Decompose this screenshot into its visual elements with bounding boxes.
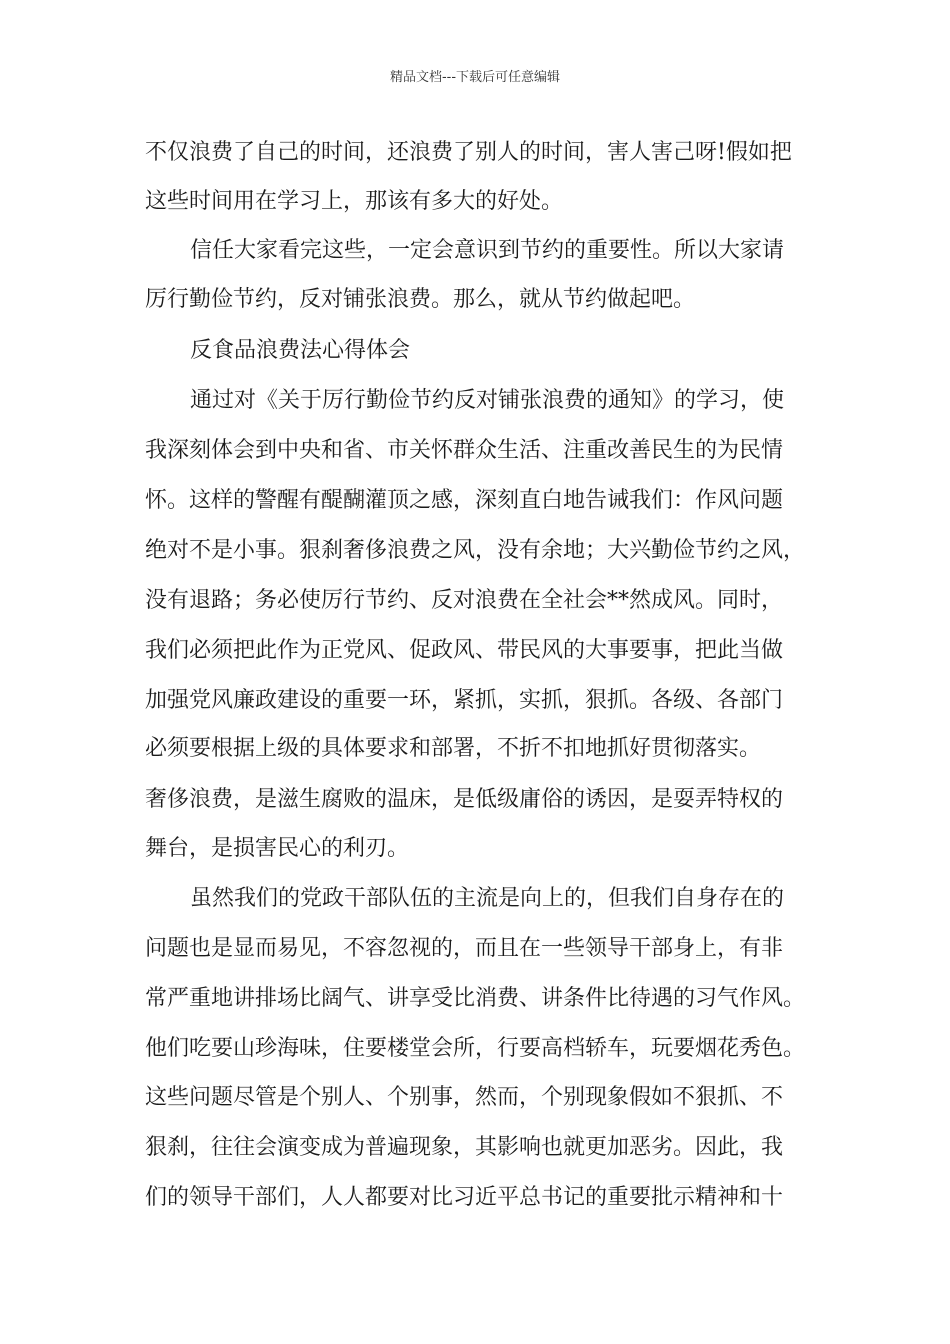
text-line: 问题也是显而易见，不容忽视的，而且在一些领导干部身上，有非 — [145, 936, 784, 961]
text-line: 奢侈浪费，是滋生腐败的温床，是低级庸俗的诱因，是耍弄特权的 — [145, 787, 784, 812]
text-line: 信任大家看完这些，一定会意识到节约的重要性。所以大家请 — [190, 238, 785, 263]
text-line: 舞台，是损害民心的利刃。 — [145, 836, 410, 861]
text-line: 这些时间用在学习上，那该有多大的好处。 — [145, 189, 564, 214]
text-line: 不仅浪费了自己的时间，还浪费了别人的时间，害人害己呀!假如把 — [145, 140, 792, 165]
text-line: 必须要根据上级的具体要求和部署，不折不扣地抓好贯彻落实。 — [145, 736, 762, 761]
page-header: 精品文档---下载后可任意编辑 — [389, 70, 561, 85]
text-line: 厉行勤俭节约，反对铺张浪费。那么，就从节约做起吧。 — [145, 287, 696, 312]
text-line: 绝对不是小事。狠刹奢侈浪费之风，没有余地；大兴勤俭节约之风， — [145, 538, 806, 563]
text-line: 虽然我们的党政干部队伍的主流是向上的，但我们自身存在的 — [190, 886, 785, 911]
text-line: 怀。这样的警醒有醍醐灌顶之感，深刻直白地告诫我们：作风问题 — [145, 488, 784, 513]
text-line: 这些问题尽管是个别人、个别事，然而，个别现象假如不狠抓、不 — [145, 1085, 784, 1110]
text-line: 常严重地讲排场比阔气、讲享受比消费、讲条件比待遇的习气作风。 — [145, 986, 806, 1011]
text-line: 通过对《关于厉行勤俭节约反对铺张浪费的通知》的学习，使 — [190, 388, 785, 413]
text-line: 我们必须把此作为正党风、促政风、带民风的大事要事，把此当做 — [145, 638, 784, 663]
text-line: 他们吃要山珍海味，住要楼堂会所，行要高档轿车，玩要烟花秀色。 — [145, 1036, 806, 1061]
text-line: 我深刻体会到中央和省、市关怀群众生活、注重改善民生的为民情 — [145, 438, 784, 463]
section-title: 反食品浪费法心得体会 — [190, 338, 411, 363]
text-line: 加强党风廉政建设的重要一环，紧抓，实抓，狠抓。各级、各部门 — [145, 688, 784, 713]
text-line: 们的领导干部们，人人都要对比习近平总书记的重要批示精神和十 — [145, 1185, 784, 1210]
text-line: 狠刹，往往会演变成为普遍现象，其影响也就更加恶劣。因此，我 — [145, 1135, 784, 1160]
text-line: 没有退路；务必使厉行节约、反对浪费在全社会**然成风。同时， — [145, 588, 784, 613]
